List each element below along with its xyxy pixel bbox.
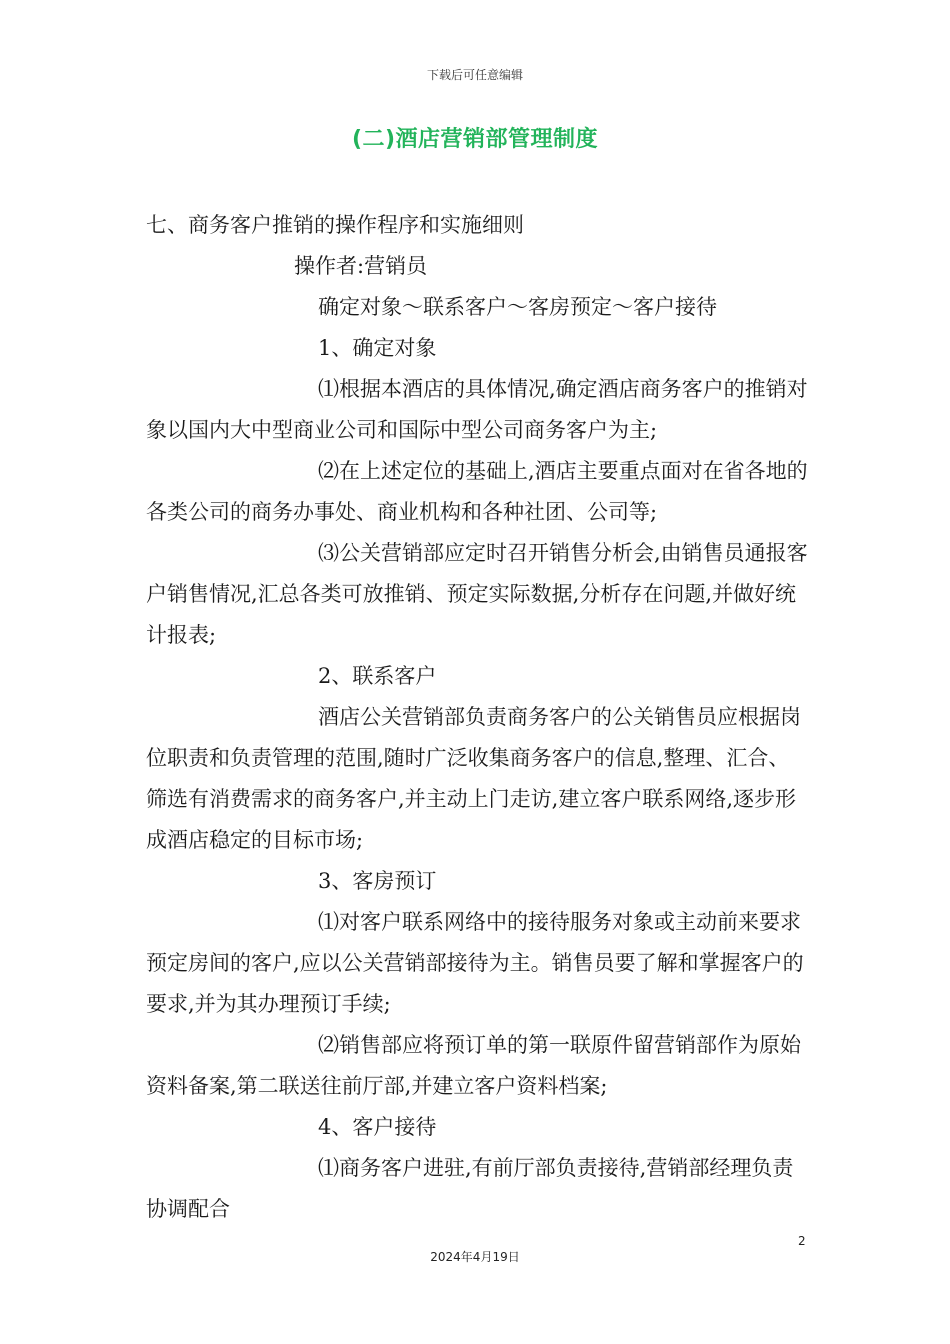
section-heading: 七、商务客户推销的操作程序和实施细则	[146, 213, 524, 237]
paragraph: ⑵在上述定位的基础上,酒店主要重点面对在省各地的各类公司的商务办事处、商业机构和各种社团、公司等;	[146, 459, 808, 524]
paragraph: ⑴对客户联系网络中的接待服务对象或主动前来要求预定房间的客户,应以公关营销部接待为主。销售员要了解和掌握客户的要求,并为其办理预订手续;	[146, 910, 804, 1016]
subheading-room-booking: 3、客房预订	[318, 869, 437, 893]
page-number: 2	[798, 1234, 806, 1248]
subheading-determine-target: 1、确定对象	[318, 336, 437, 360]
paragraph: ⑵销售部应将预订单的第一联原件留营销部作为原始资料备案,第二联送往前厅部,并建立客户资料档案;	[146, 1033, 801, 1098]
paragraph: ⑴商务客户进驻,有前厅部负责接待,营销部经理负责协调配合	[146, 1156, 794, 1221]
process-flow: 确定对象～联系客户～客房预定～客户接待	[318, 295, 717, 319]
header-note: 下载后可任意编辑	[426, 68, 523, 82]
paragraph: ⑴根据本酒店的具体情况,确定酒店商务客户的推销对象以国内大中型商业公司和国际中型公司商务客户为主;	[146, 377, 808, 442]
operator-line: 操作者:营销员	[294, 254, 428, 278]
footer-date: 2024年4月19日	[430, 1250, 520, 1264]
document-body	[146, 205, 810, 1230]
subheading-contact-customers: 2、联系客户	[318, 664, 437, 688]
paragraph: ⑶公关营销部应定时召开销售分析会,由销售员通报客户销售情况,汇总各类可放推销、预定实际数据,分析存在问题,并做好统计报表;	[146, 541, 808, 647]
paragraph: 酒店公关营销部负责商务客户的公关销售员应根据岗位职责和负责管理的范围,随时广泛收集商务客户的信息,整理、汇合、筛选有消费需求的商务客户,并主动上门走访,建立客户联系网络,逐步形成酒店稳定的目标市场;	[146, 705, 801, 852]
subheading-customer-reception: 4、客户接待	[318, 1115, 437, 1139]
document-title: (二)酒店营销部管理制度	[351, 127, 599, 152]
